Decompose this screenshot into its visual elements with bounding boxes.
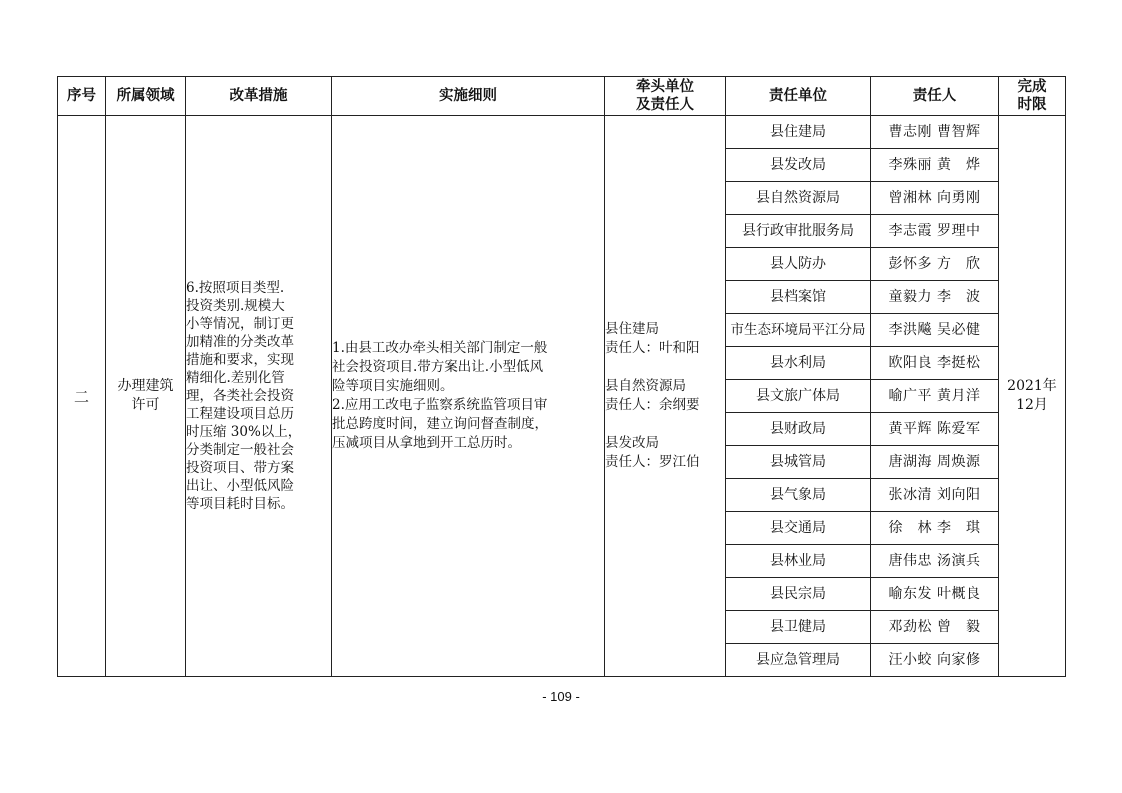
measure-line: 理，各类社会投资 [186,388,294,404]
row-field-line1: 办理建筑 [117,378,174,394]
details-line: 压减项目从拿地到开工总历时。 [332,435,521,451]
responsible-person: 李志霞 罗理中 [871,215,999,248]
header-lead-line2: 及责任人 [636,96,694,113]
lead-entry [605,377,725,415]
responsible-person: 徐 林 李 琪 [871,512,999,545]
responsible-unit: 县自然资源局 [726,182,871,215]
responsible-person: 张冰清 刘向阳 [871,479,999,512]
responsible-unit: 县文旅广体局 [726,380,871,413]
header-deadline [999,77,1066,116]
responsible-person: 邓劲松 曾 毅 [871,611,999,644]
row-details [332,116,605,677]
row-lead [605,116,726,677]
measure-line: 时压缩 30%以上， [186,424,302,440]
lead-unit: 县发改局 [605,435,659,451]
reform-measures-table [57,76,1066,677]
measure-line: 分类制定一般社会 [186,442,294,458]
responsible-person: 曾湘林 向勇刚 [871,182,999,215]
header-lead-line1: 牵头单位 [636,78,694,95]
responsible-unit: 县气象局 [726,479,871,512]
responsible-person: 唐伟忠 汤演兵 [871,545,999,578]
details-line: 批总跨度时间，建立询问督查制度， [332,416,548,432]
lead-unit: 县自然资源局 [605,378,686,394]
responsible-person: 彭怀多 方 欣 [871,248,999,281]
lead-person: 责任人：罗江伯 [605,454,700,470]
responsible-unit: 县财政局 [726,413,871,446]
measure-line: 投资类别.规模大 [186,298,285,314]
lead-person: 责任人：余纲要 [605,397,700,413]
row-measure [186,116,332,677]
responsible-person: 李殊丽 黄 烨 [871,149,999,182]
header-deadline-line1: 完成 [1017,78,1047,95]
responsible-unit: 县应急管理局 [726,644,871,677]
measure-line: 小等情况，制订更 [186,316,294,332]
header-person: 责任人 [871,77,999,116]
row-field-line2: 许可 [131,397,160,413]
details-line: 险等项目实施细则。 [332,378,454,394]
lead-person: 责任人：叶和阳 [605,340,700,356]
responsible-unit: 市生态环境局平江分局 [726,314,871,347]
page-number: - 109 - [542,689,580,704]
responsible-unit: 县卫健局 [726,611,871,644]
measure-line: 等项目耗时目标。 [186,496,294,512]
responsible-unit: 县住建局 [726,116,871,149]
row-seq: 二 [58,116,106,677]
details-line: 1.由县工改办牵头相关部门制定一般 [332,340,548,356]
measure-line: 投资项目、带方案 [186,460,294,476]
responsible-person: 童毅力 李 波 [871,281,999,314]
details-line: 社会投资项目.带方案出让.小型低风 [332,359,544,375]
measure-line: 精细化.差别化管 [186,370,285,386]
lead-entry [605,434,725,472]
header-field: 所属领域 [106,77,186,116]
header-lead [605,77,726,116]
lead-entry [605,320,725,358]
measure-line: 加精准的分类改革 [186,334,294,350]
header-deadline-line2: 时限 [1017,96,1047,113]
responsible-unit: 县人防办 [726,248,871,281]
deadline-line1: 2021年 [1007,378,1057,394]
measure-line: 工程建设项目总历 [186,406,294,422]
responsible-unit: 县水利局 [726,347,871,380]
deadline-line2: 12月 [1016,397,1048,413]
responsible-person: 唐湖海 周焕源 [871,446,999,479]
responsible-person: 汪小蛟 向家修 [871,644,999,677]
table-row [58,116,1066,149]
responsible-person: 黄平辉 陈爱军 [871,413,999,446]
table-header-row [58,77,1066,116]
responsible-unit: 县林业局 [726,545,871,578]
header-measure: 改革措施 [186,77,332,116]
measure-line: 措施和要求，实现 [186,352,294,368]
responsible-person: 喻广平 黄月洋 [871,380,999,413]
responsible-unit: 县城管局 [726,446,871,479]
responsible-person: 李洪飚 吴必健 [871,314,999,347]
responsible-person: 喻东发 叶概良 [871,578,999,611]
measure-line: 出让、小型低风险 [186,478,294,494]
lead-unit: 县住建局 [605,321,659,337]
details-line: 2.应用工改电子监察系统监管项目审 [332,397,548,413]
responsible-person: 曹志刚 曹智辉 [871,116,999,149]
responsible-unit: 县民宗局 [726,578,871,611]
responsible-unit: 县发改局 [726,149,871,182]
responsible-unit: 县行政审批服务局 [726,215,871,248]
measure-line: 6.按照项目类型. [186,280,285,296]
responsible-person: 欧阳良 李挺松 [871,347,999,380]
header-seq: 序号 [58,77,106,116]
row-deadline [999,116,1066,677]
header-details: 实施细则 [332,77,605,116]
responsible-unit: 县档案馆 [726,281,871,314]
responsible-unit: 县交通局 [726,512,871,545]
row-field [106,116,186,677]
header-unit: 责任单位 [726,77,871,116]
